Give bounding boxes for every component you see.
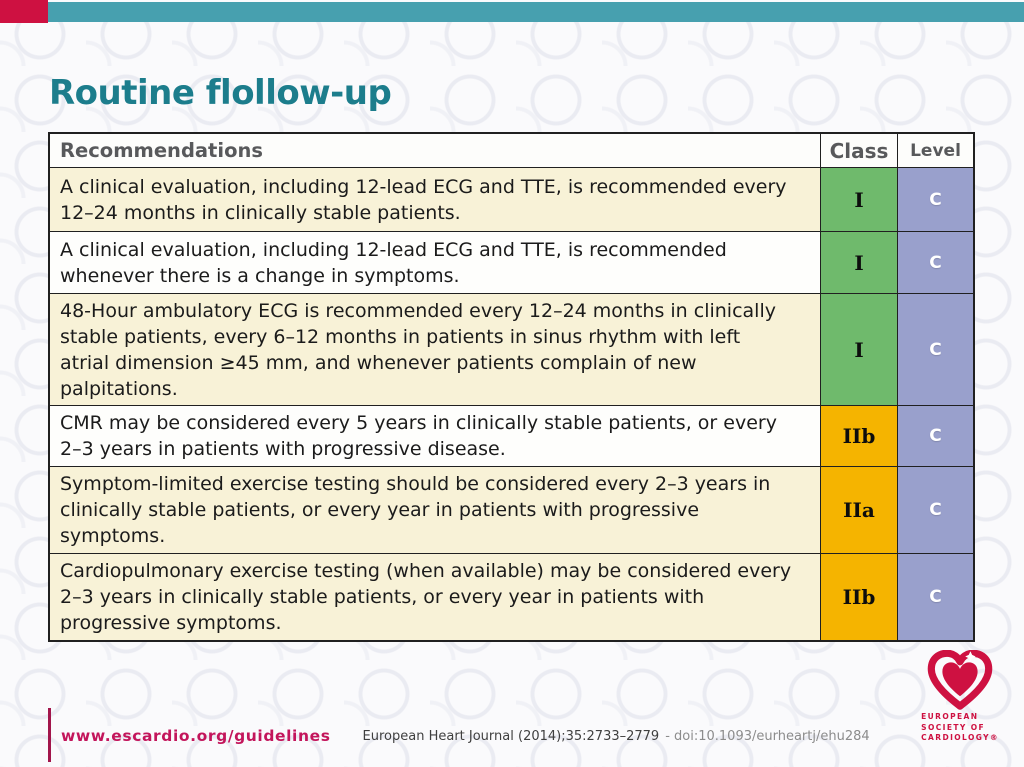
recommendation-text: Symptom-limited exercise testing should be considered every 2–3 years in clinically stable patients, or every year in patients with progressive symptoms. <box>60 473 771 547</box>
class-cell: I <box>820 294 897 405</box>
table-row <box>50 553 973 640</box>
guidelines-url[interactable]: www.escardio.org/guidelines <box>61 727 331 745</box>
table-row <box>50 405 973 466</box>
recommendation-text: 48-Hour ambulatory ECG is recommended every 12–24 months in clinically stable patients, every 6–12 months in patients in sinus rhythm with left atrial dimension ≥45 mm, and whenever patients complain of new palpitations. <box>60 299 776 400</box>
recommendations-table <box>48 132 975 642</box>
table-row <box>50 231 973 293</box>
table-row <box>50 167 973 231</box>
class-cell: IIb <box>820 554 897 640</box>
esc-logo-line1: EUROPEAN <box>921 712 979 721</box>
doi-reference: - doi:10.1093/eurheartj/ehu284 <box>665 728 870 744</box>
esc-logo-line3: CARDIOLOGY® <box>921 733 999 742</box>
slide-title: Routine flollow-up <box>49 72 392 113</box>
header-recommendations: Recommendations <box>60 139 263 162</box>
recommendation-text: A clinical evaluation, including 12-lead ECG and TTE, is recommended whenever there is a change in symptoms. <box>60 238 727 287</box>
heart-icon <box>927 650 993 710</box>
table-row <box>50 293 973 405</box>
class-cell: I <box>820 232 897 293</box>
recommendation-text: A clinical evaluation, including 12-lead ECG and TTE, is recommended every 12–24 months in clinically stable patients. <box>60 175 787 224</box>
journal-reference: European Heart Journal (2014);35:2733–2779 <box>362 728 660 744</box>
header-level: Level <box>897 134 973 167</box>
footer-divider <box>48 708 51 762</box>
recommendation-text: CMR may be considered every 5 years in clinically stable patients, or every 2–3 years in patients with progressive disease. <box>60 412 777 460</box>
level-cell: C <box>897 554 973 640</box>
table-row <box>50 466 973 553</box>
level-cell: C <box>897 294 973 405</box>
slide-footer <box>48 708 870 764</box>
top-accent-bar <box>48 2 1024 22</box>
level-cell: C <box>897 232 973 293</box>
table-header-row <box>50 134 973 167</box>
level-cell: C <box>897 168 973 231</box>
corner-accent-block <box>0 0 48 23</box>
recommendation-text: Cardiopulmonary exercise testing (when available) may be considered every 2–3 years in clinically stable patients, or every year in patients with progressive symptoms. <box>60 560 792 634</box>
esc-logo-line2: SOCIETY OF <box>921 722 986 732</box>
header-class: Class <box>820 134 897 167</box>
level-cell: C <box>897 406 973 466</box>
esc-logo <box>910 650 1010 744</box>
class-cell: IIa <box>820 467 897 553</box>
class-cell: IIb <box>820 406 897 466</box>
level-cell: C <box>897 467 973 553</box>
class-cell: I <box>820 168 897 231</box>
esc-logo-text <box>921 712 999 744</box>
